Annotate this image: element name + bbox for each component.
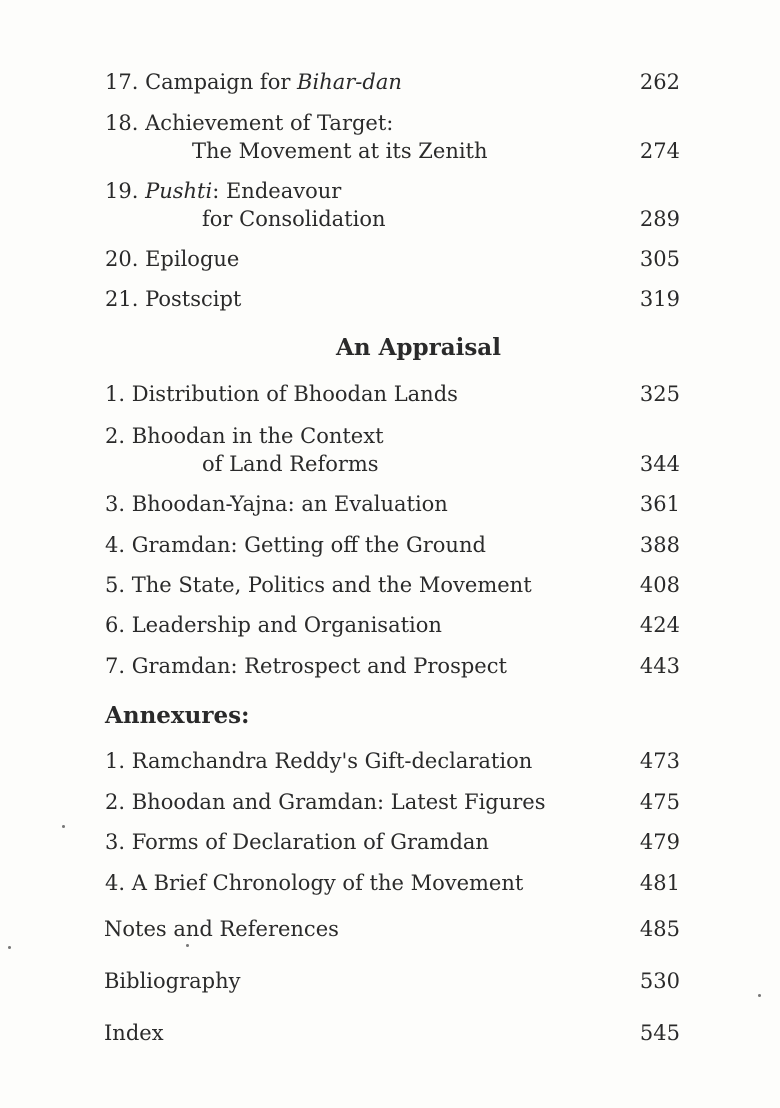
page-number: 485 [639,917,680,941]
page-number: 545 [639,1021,680,1045]
entry-number: 6. [105,613,126,637]
entry-title: : Endeavour [212,179,342,203]
entry-title: Distribution of Bhoodan Lands [131,382,458,406]
entry-title: Gramdan: Retrospect and Prospect [131,654,507,678]
page-number: 344 [639,452,680,476]
scan-speck [62,825,65,828]
entry-title: Ramchandra Reddy's Gift-declaration [131,749,533,773]
entry-title: Bhoodan in the Context [131,424,384,448]
entry-title: Bhoodan-Yajna: an Evaluation [131,492,448,516]
entry-title-italic: Pushti [145,179,213,203]
entry-title: Bibliography [104,969,241,993]
entry-number: 7. [105,654,126,678]
entry-title: Notes and References [104,917,339,941]
page-number: 530 [639,969,680,993]
entry-title-italic: Bihar-dan [297,70,402,94]
entry-number: 5. [105,573,126,597]
page-number: 424 [639,613,680,637]
page-number: 262 [639,70,680,94]
entry-number: 21. [105,287,139,311]
entry-number: 4. [105,871,126,895]
page-number: 289 [639,207,680,231]
scan-speck [758,994,761,997]
page-number: 479 [639,830,680,854]
entry-title: Postscipt [145,287,242,311]
scan-speck [186,944,189,947]
page-number: 475 [639,790,680,814]
entry-number: 20. [105,247,139,271]
entry-number: 17. [105,70,139,94]
entry-title-continuation: for Consolidation [202,207,386,231]
scan-speck [8,946,11,949]
page-number: 319 [639,287,680,311]
page-number: 473 [639,749,680,773]
page-number: 361 [639,492,680,516]
entry-title: Achievement of Target: [145,111,394,135]
entry-title-continuation: The Movement at its Zenith [192,139,488,163]
entry-title: Gramdan: Getting off the Ground [131,533,486,557]
entry-title: Epilogue [145,247,240,271]
entry-number: 2. [105,790,126,814]
page-number: 274 [639,139,680,163]
page-number: 305 [639,247,680,271]
entry-title: Forms of Declaration of Gramdan [131,830,489,854]
entry-number: 2. [105,424,126,448]
entry-title: Leadership and Organisation [131,613,442,637]
page-number: 481 [639,871,680,895]
appraisal-heading: An Appraisal [336,334,501,361]
page-number: 443 [639,654,680,678]
entry-number: 4. [105,533,126,557]
entry-title: Index [104,1021,164,1045]
entry-title: Campaign for [145,70,298,94]
entry-title: Bhoodan and Gramdan: Latest Figures [131,790,546,814]
entry-number: 19. [105,179,139,203]
entry-title-continuation: of Land Reforms [202,452,379,476]
page-number: 325 [639,382,680,406]
entry-title: The State, Politics and the Movement [131,573,532,597]
entry-number: 18. [105,111,139,135]
annexures-heading: Annexures: [105,702,250,729]
entry-number: 3. [105,830,126,854]
page-number: 388 [639,533,680,557]
entry-number: 1. [105,382,126,406]
entry-number: 1. [105,749,126,773]
page-number: 408 [639,573,680,597]
entry-title: A Brief Chronology of the Movement [131,871,524,895]
entry-number: 3. [105,492,126,516]
